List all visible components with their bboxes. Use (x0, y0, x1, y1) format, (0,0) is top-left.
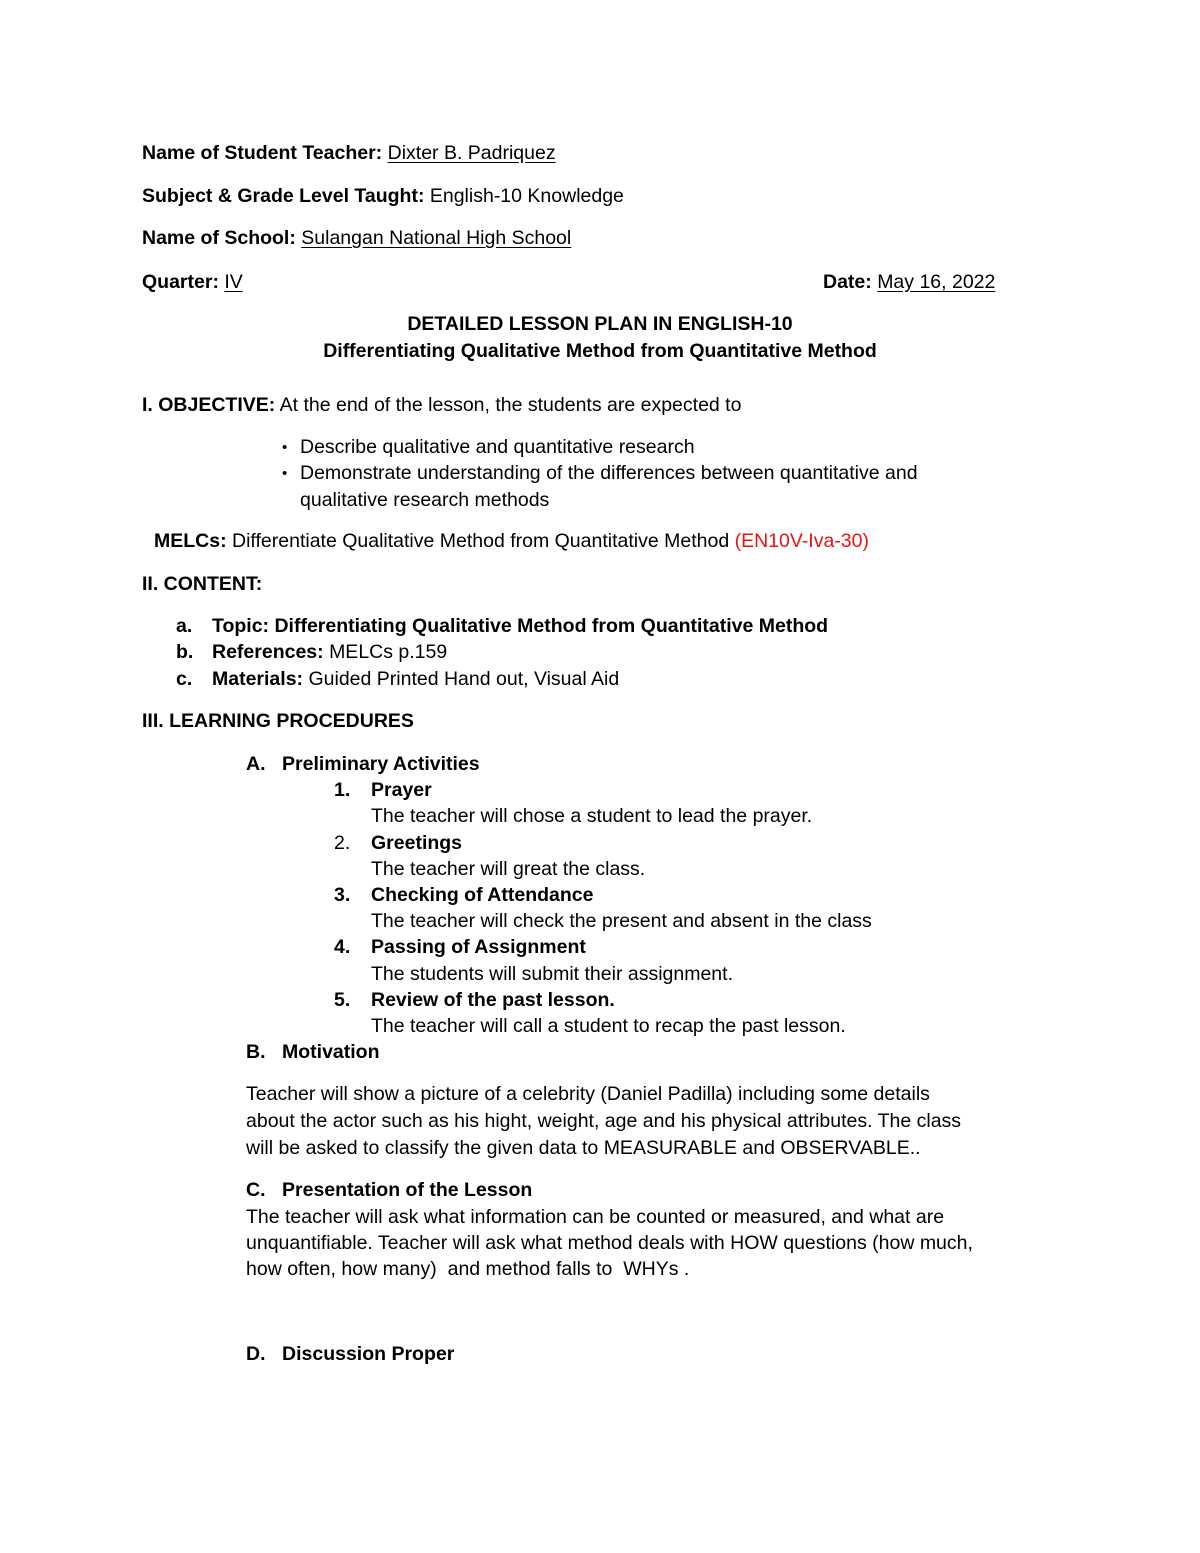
discussion-title: Discussion Proper (282, 1343, 455, 1365)
subject-line (142, 185, 624, 208)
presentation-text-line: how often, how many) and method falls to WHYs . (246, 1258, 690, 1280)
date-value: May 16, 2022 (877, 271, 996, 293)
motivation-text-line: Teacher will show a picture of a celebrity (Daniel Padilla) including some details (246, 1083, 930, 1105)
step-title: Checking of Attendance (371, 884, 594, 906)
student-teacher-line (142, 142, 556, 165)
quarter-label: Quarter: (142, 271, 219, 293)
date-line (823, 271, 995, 294)
date-label: Date: (823, 271, 872, 293)
content-materials-label: Materials: (212, 668, 304, 690)
melcs-label: MELCs: (154, 530, 227, 552)
step-text: The teacher will check the present and absent in the class (371, 910, 872, 932)
content-item-letter: c. (176, 668, 193, 690)
step-number: 3. (334, 884, 351, 906)
content-heading: II. CONTENT: (142, 573, 263, 595)
content-topic-label: Topic: Differentiating Qualitative Method from Quantitative Method (212, 615, 829, 637)
content-item-letter: b. (176, 641, 194, 663)
document-subtitle: Differentiating Qualitative Method from Quantitative Method (323, 340, 877, 362)
step-text: The teacher will chose a student to lead the prayer. (371, 805, 813, 827)
procedures-heading: III. LEARNING PROCEDURES (142, 710, 414, 732)
content-references-value: MELCs p.159 (329, 641, 448, 663)
melcs-line (154, 530, 869, 553)
presentation-text-line: unquantifiable. Teacher will ask what method deals with HOW questions (how much, (246, 1232, 973, 1254)
bullet-icon: • (282, 465, 288, 482)
section-letter: B. (246, 1041, 266, 1063)
content-references-label: References: (212, 641, 324, 663)
objective-line (142, 394, 741, 417)
content-materials (212, 668, 619, 691)
school-value: Sulangan National High School (301, 227, 572, 249)
section-letter: D. (246, 1343, 266, 1365)
step-number: 4. (334, 936, 351, 958)
objective-item: Describe qualitative and quantitative research (300, 436, 695, 458)
objective-item: Demonstrate understanding of the differences between quantitative and (300, 462, 918, 484)
bullet-icon: • (282, 439, 288, 456)
preliminary-title: Preliminary Activities (282, 753, 480, 775)
step-text: The teacher will call a student to recap the past lesson. (371, 1015, 846, 1037)
quarter-line (142, 271, 243, 294)
content-item-letter: a. (176, 615, 193, 637)
step-title: Review of the past lesson. (371, 989, 615, 1011)
section-letter: C. (246, 1179, 266, 1201)
motivation-text-line: about the actor such as his hight, weight, age and his physical attributes. The class (246, 1110, 962, 1132)
content-references (212, 641, 447, 664)
objective-label: I. OBJECTIVE: (142, 394, 276, 416)
step-number: 1. (334, 779, 351, 801)
section-letter: A. (246, 753, 266, 775)
step-text: The teacher will great the class. (371, 858, 646, 880)
student-teacher-value: Dixter B. Padriquez (387, 142, 556, 164)
melcs-text: Differentiate Qualitative Method from Quantitative Method (232, 530, 730, 552)
step-number: 2. (334, 832, 351, 854)
subject-label: Subject & Grade Level Taught: (142, 185, 425, 207)
content-materials-value: Guided Printed Hand out, Visual Aid (308, 668, 620, 690)
motivation-title: Motivation (282, 1041, 380, 1063)
student-teacher-label: Name of Student Teacher: (142, 142, 383, 164)
objective-text: At the end of the lesson, the students are expected to (279, 394, 742, 416)
subject-value: English-10 Knowledge (429, 185, 624, 207)
step-title: Greetings (371, 832, 463, 854)
melcs-code: (EN10V-Iva-30) (734, 530, 869, 552)
step-title: Passing of Assignment (371, 936, 586, 958)
presentation-title: Presentation of the Lesson (282, 1179, 533, 1201)
document-title: DETAILED LESSON PLAN IN ENGLISH-10 (407, 313, 793, 335)
content-topic (212, 615, 828, 638)
step-title: Prayer (371, 779, 432, 801)
motivation-text-line: will be asked to classify the given data to MEASURABLE and OBSERVABLE.. (246, 1137, 921, 1159)
step-text: The students will submit their assignment. (371, 963, 733, 985)
step-number: 5. (334, 989, 351, 1011)
presentation-text-line: The teacher will ask what information can be counted or measured, and what are (246, 1206, 945, 1228)
school-line (142, 227, 571, 250)
objective-item-continued: qualitative research methods (300, 489, 550, 511)
quarter-value: IV (224, 271, 243, 293)
school-label: Name of School: (142, 227, 296, 249)
